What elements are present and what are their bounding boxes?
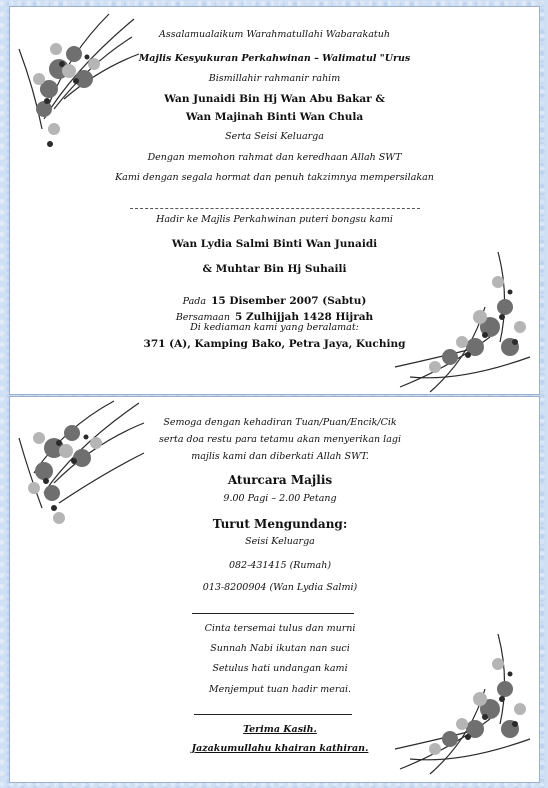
schedule-time: 9.00 Pagi – 2.00 Petang	[223, 493, 337, 504]
wish-line-3: majlis kami dan diberkati Allah SWT.	[191, 451, 369, 462]
hijri-prefix: Bersamaan	[175, 312, 230, 323]
host-name-2: Wan Majinah Binti Wan Chula	[185, 111, 364, 123]
closing-text: Jazakumullahu khairan kathiran.	[191, 743, 369, 754]
address-text: 371 (A), Kamping Bako, Petra Jaya, Kuching	[143, 338, 406, 350]
poem-line: Menjemput tuan hadir merai.	[208, 684, 352, 695]
hijri-date: 5 Zulhijjah 1428 Hijrah	[235, 311, 374, 323]
poem-line: Setulus hati undangan kami	[212, 663, 348, 674]
bismillah-text: Bismillahir rahmanir rahim	[208, 73, 341, 84]
bride-name: Wan Lydia Salmi Binti Wan Junaidi	[171, 238, 378, 250]
schedule-title: Aturcara Majlis	[227, 473, 333, 487]
address-intro: Di kediaman kami yang beralamat:	[190, 322, 359, 333]
dotted-divider	[130, 208, 420, 209]
wish-line-2: serta doa restu para tetamu akan menyerikan lagi	[159, 434, 401, 445]
invitation-text: Kami dengan segala hormat dan penuh takzimnya mempersilakan	[115, 172, 434, 183]
invitation-card-bottom	[9, 396, 540, 783]
groom-name: & Muhtar Bin Hj Suhaili	[202, 263, 347, 275]
invitation-card-top	[9, 6, 540, 395]
phone-mobile: 013-8200904 (Wan Lydia Salmi)	[202, 582, 358, 593]
event-title: Majlis Kesyukuran Perkahwinan – Walimatul "Urus	[138, 53, 411, 64]
flower-ornament-icon	[14, 396, 149, 533]
poem-line: Cinta tersemai tulus dan murni	[204, 623, 356, 634]
greeting-text: Assalamualaikum Warahmatullahi Wabarakatuh	[159, 29, 390, 40]
date-prefix: Pada	[182, 296, 206, 307]
thanks-text: Terima Kasih.	[243, 724, 317, 735]
inviters-title: Turut Mengundang:	[212, 517, 348, 531]
wish-line-1: Semoga dengan kehadiran Tuan/Puan/Encik/Cik	[163, 417, 397, 428]
divider-line	[194, 714, 352, 715]
event-date: 15 Disember 2007 (Sabtu)	[211, 295, 367, 307]
host-name-1: Wan Junaidi Bin Hj Wan Abu Bakar &	[164, 93, 385, 105]
phone-home: 082-431415 (Rumah)	[228, 560, 332, 571]
attend-text: Hadir ke Majlis Perkahwinan puteri bongsu kami	[156, 214, 393, 225]
poem-line: Sunnah Nabi ikutan nan suci	[210, 643, 350, 654]
blessing-text: Dengan memohon rahmat dan keredhaan Allah SWT	[147, 152, 402, 163]
family-text: Serta Seisi Keluarga	[225, 131, 324, 142]
divider-line	[192, 613, 354, 614]
inviters-text: Seisi Keluarga	[245, 536, 315, 547]
